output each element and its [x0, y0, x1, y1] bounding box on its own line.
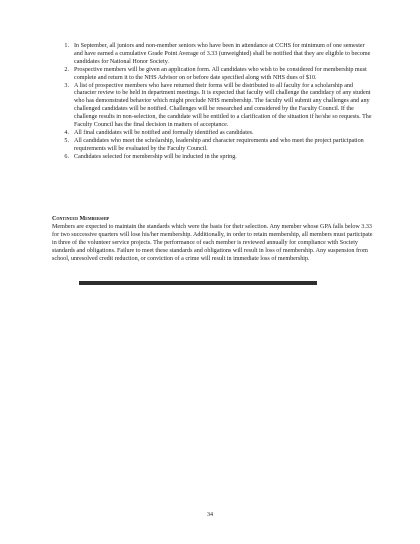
list-item-number: 2. — [64, 66, 69, 73]
list-item — [52, 154, 374, 162]
list-item — [52, 83, 374, 130]
list-item-text: A list of prospective members who have returned their forms will be distributed to all faculty for a scholarship and character review to be held in department meetings. It is expected that faculty will challenge the candidacy of any student who has demonstrated behavior which might preclude NHS membership. The faculty will submit any challenges and any challenged candidates will be notified. Challenges will be researched and considered by the Faculty Council. If the challenge results in non-selection, the candidate will be entitled to a clarification of the situation if he/she so requests. The Faculty Council has the final decision in matters of acceptance. — [74, 82, 372, 129]
list-item-text: All candidates who meet the scholarship, leadership and character requirements and who meet the project participation requirements will be evaluated by the Faculty Council. — [74, 137, 364, 152]
selection-procedure-list — [52, 43, 374, 162]
list-item-text: All final candidates will be notified and formally identified as candidates. — [74, 129, 254, 136]
list-item — [52, 130, 374, 138]
section-body: Members are expected to maintain the standards which were the basis for their selection. Any member whose GPA falls below 3.33 for two successive quarters will lose his/her membership. Additionally, in order to retain membership, all members must participate in three of the volunteer service projects. The performance of each member is reviewed annually for compliance with Society standards and obligations. Failure to meet these standards and obligations will result in loss of membership. Any suspension from school, unresolved credit reduction, or conviction of a crime will result in immediate loss of membership. — [52, 223, 373, 262]
list-item-text: Prospective members will be given an application form. All candidates who wish to be considered for membership must complete and return it to the NHS Advisor on or before date specified along with NHS dues of $10. — [74, 66, 367, 81]
list-item-number: 1. — [64, 43, 69, 49]
list-item-number: 5. — [64, 137, 69, 144]
list-item-text: Candidates selected for membership will be inducted in the spring. — [74, 153, 237, 160]
list-item-number: 3. — [64, 82, 69, 89]
list-item — [52, 43, 374, 67]
horizontal-divider — [79, 281, 317, 285]
continued-membership-section — [52, 216, 374, 263]
list-item-text: In September, all juniors and non-member seniors who have been in attendance at CCHS for minimum of one semester and have earned a cumulative Grade Point Average of 3.33 (unweighted) shall be notified that they are eligible to become candidates for National Honor Society. — [74, 43, 371, 65]
list-item — [52, 138, 374, 154]
section-heading: Continued Membership — [52, 216, 110, 222]
list-item-number: 6. — [64, 153, 69, 160]
list-item — [52, 67, 374, 83]
list-item-number: 4. — [64, 129, 69, 136]
page-number: 34 — [206, 512, 214, 518]
